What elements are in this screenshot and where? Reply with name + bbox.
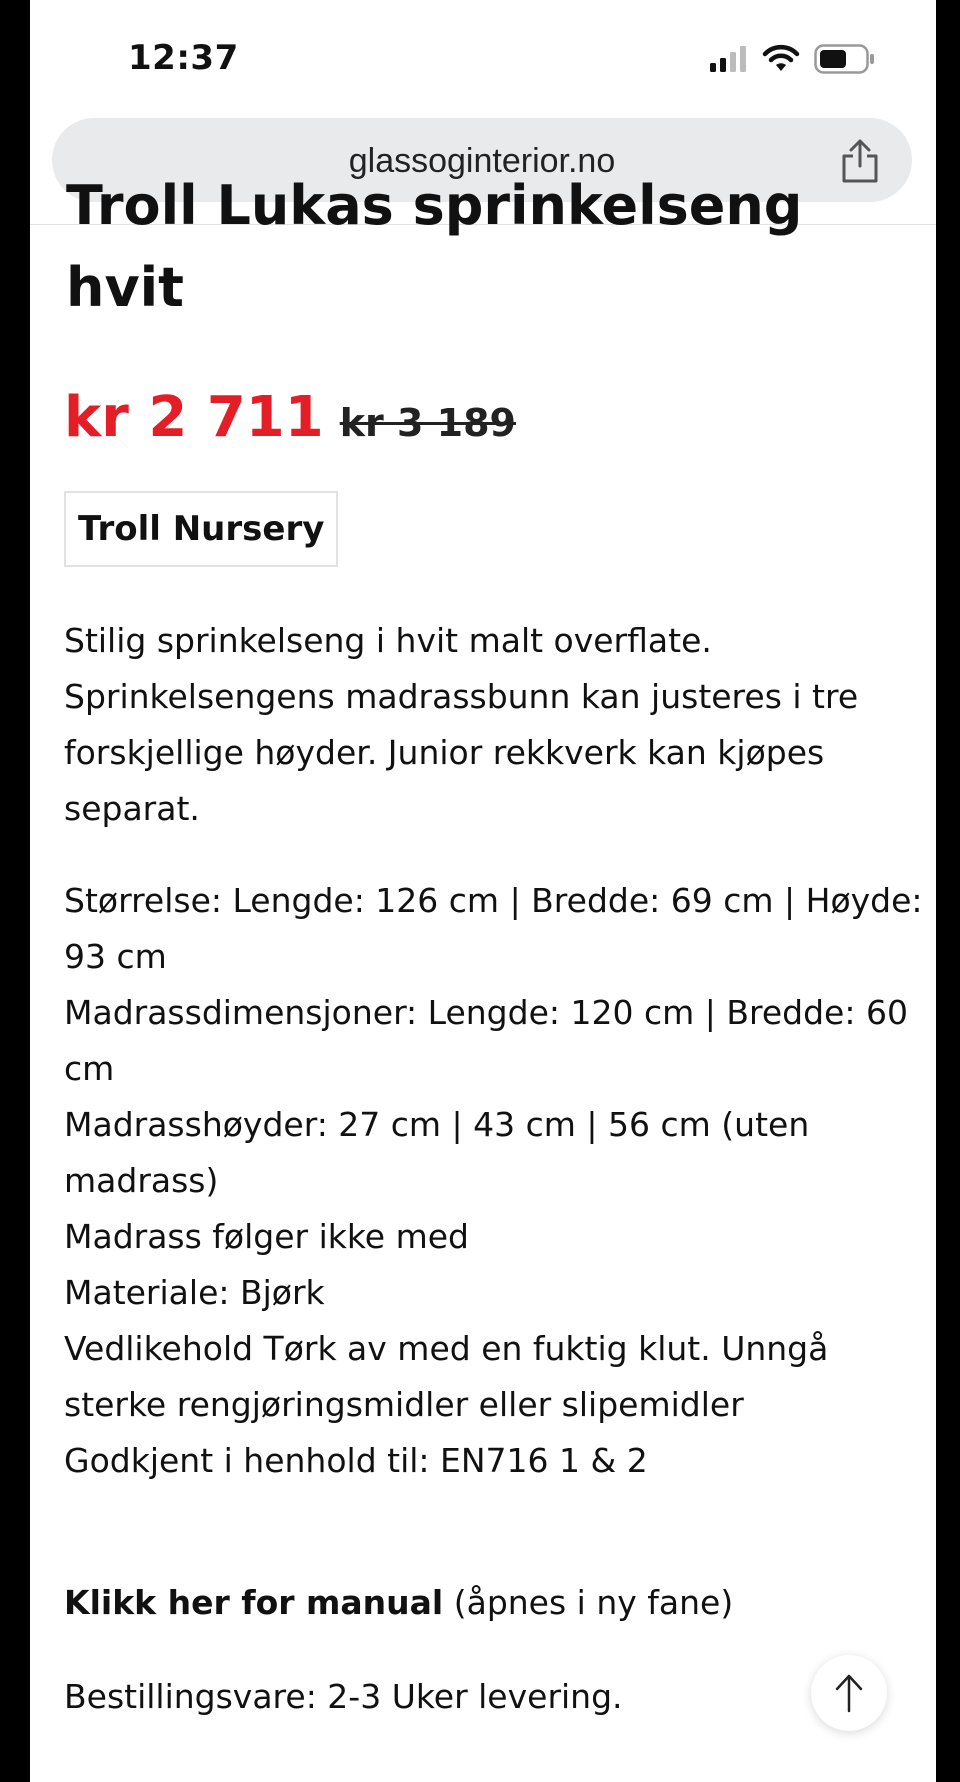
scroll-to-top-button[interactable] [811,1655,887,1731]
phone-screen [30,0,936,1782]
product-specs [64,873,924,1489]
brand-tag[interactable]: Troll Nursery [64,491,338,567]
spec-maintenance: Vedlikehold Tørk av med en fuktig klut. Unngå sterke rengjøringsmidler eller slipemidler [64,1329,829,1424]
current-price: kr 2 711 [64,385,324,450]
original-price: kr 3 189 [339,401,516,445]
price-row [64,385,516,450]
status-bar [30,0,936,110]
page-content [30,174,936,1782]
product-description: Stilig sprinkelseng i hvit malt overflate. Sprinkelsengens madrassbunn kan justeres i tre forskjellige høyder. Junior rekkverk kan kjøpes separat. [64,621,859,828]
wifi-icon [762,45,800,73]
spec-approval: Godkjent i henhold til: EN716 1 & 2 [64,1441,648,1480]
status-icons [710,44,876,74]
status-time: 12:37 [128,38,239,78]
url-text[interactable]: glassoginterior.no [348,142,616,180]
order-info: Bestillingsvare: 2-3 Uker levering. [64,1677,623,1716]
manual-line [64,1575,924,1631]
spec-mattress-dimensions: Madrassdimensjoner: Lengde: 120 cm | Bredde: 60 cm [64,993,908,1088]
product-title: Troll Lukas sprinkelseng hvit [66,174,803,319]
manual-link[interactable]: Klikk her for manual [64,1583,444,1622]
spec-material: Materiale: Bjørk [64,1273,325,1312]
battery-icon [814,44,876,74]
arrow-up-icon [832,1673,866,1713]
spec-mattress-heights: Madrasshøyder: 27 cm | 43 cm | 56 cm (uten madrass) [64,1105,810,1200]
cellular-signal-icon [710,46,748,72]
spec-size: Størrelse: Lengde: 126 cm | Bredde: 69 cm | Høyde: 93 cm [64,881,923,976]
manual-note: (åpnes i ny fane) [443,1583,734,1622]
spec-mattress-included: Madrass følger ikke med [64,1217,469,1256]
